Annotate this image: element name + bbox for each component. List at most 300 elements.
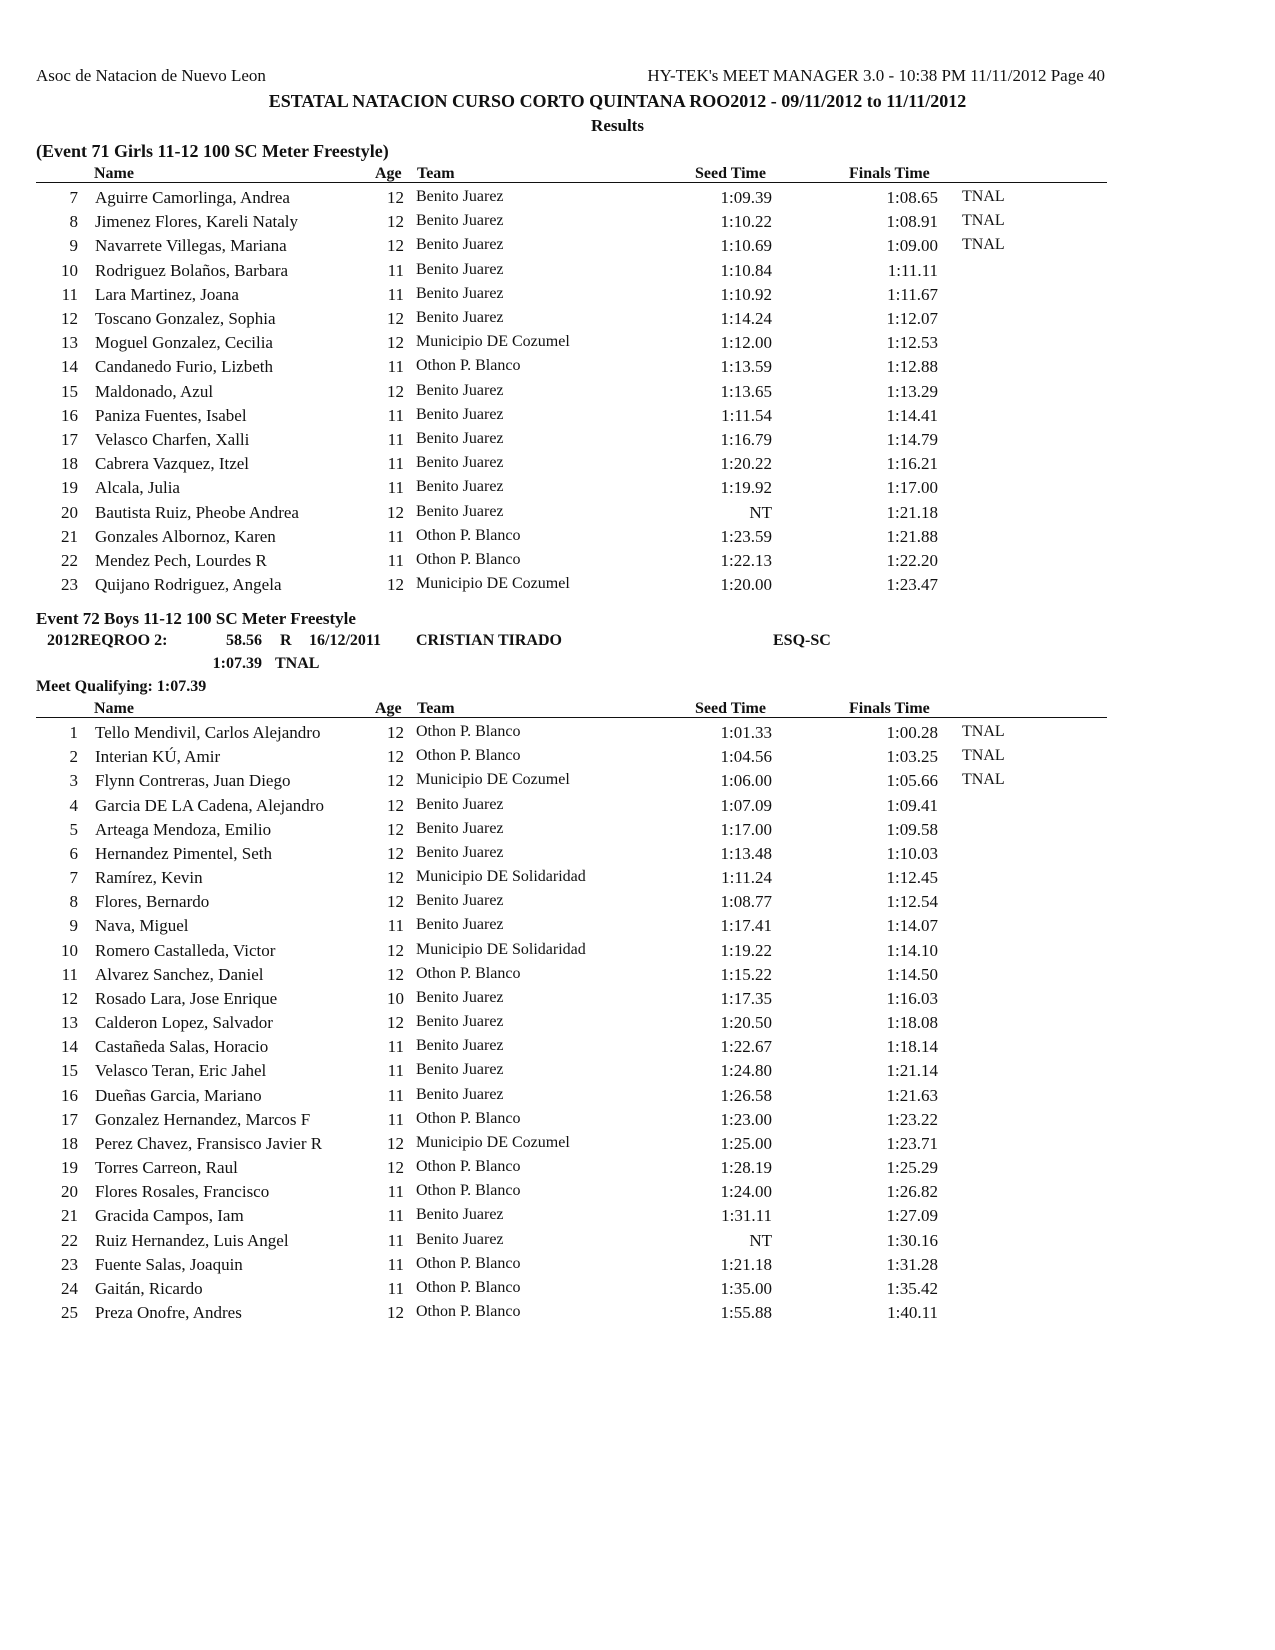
swimmer-name: Quijano Rodriguez, Angela (95, 575, 282, 595)
finals-time: 1:12.45 (886, 868, 938, 888)
record-date: 16/12/2011 (309, 632, 382, 649)
seed-time: 1:22.13 (720, 551, 772, 570)
seed-time: 1:04.56 (720, 747, 772, 767)
team: Benito Juarez (416, 1013, 504, 1031)
swimmer-name: Tello Mendivil, Carlos Alejandro (95, 723, 321, 742)
place: 15 (61, 1061, 78, 1081)
seed-time: 1:24.00 (720, 1182, 772, 1202)
seed-time: NT (749, 1230, 772, 1250)
results-subtitle: Results (591, 116, 644, 135)
age: 11 (387, 1085, 404, 1105)
place: 17 (61, 1109, 78, 1129)
finals-time: 1:21.63 (886, 1085, 938, 1105)
result-row (0, 357, 1275, 381)
age: 12 (387, 723, 404, 742)
col-name-header: Name (94, 165, 134, 182)
finals-time: 1:23.47 (886, 575, 938, 595)
team: Othon P. Blanco (416, 1109, 521, 1127)
age: 12 (387, 843, 404, 863)
record-label: 2012REQROO 2: (47, 632, 168, 649)
seed-time: 1:10.69 (720, 236, 772, 256)
team: Benito Juarez (416, 309, 504, 326)
seed-time: 1:24.80 (720, 1061, 772, 1081)
seed-time: 1:28.19 (720, 1158, 772, 1178)
place: 3 (69, 771, 78, 791)
swimmer-name: Ramírez, Kevin (95, 868, 203, 888)
place: 2 (69, 747, 78, 767)
team: Municipio DE Cozumel (416, 333, 570, 351)
swimmer-name: Bautista Ruiz, Pheobe Andrea (95, 502, 299, 522)
age: 12 (387, 333, 404, 353)
col-team-header: Team (417, 700, 455, 717)
finals-time: 1:11.67 (887, 284, 938, 304)
age: 12 (387, 212, 404, 232)
result-row (0, 406, 1275, 430)
swimmer-name: Rosado Lara, Jose Enrique (95, 988, 278, 1008)
place: 17 (61, 430, 78, 449)
swimmer-name: Castañeda Salas, Horacio (95, 1037, 269, 1057)
seed-time: 1:20.00 (720, 575, 772, 595)
place: 10 (61, 940, 78, 960)
result-row (0, 1303, 1275, 1327)
team: Benito Juarez (416, 260, 504, 278)
seed-time: 1:11.54 (721, 405, 772, 425)
place: 13 (61, 1013, 78, 1033)
seed-time: 1:17.41 (720, 916, 772, 936)
place: 13 (61, 333, 78, 353)
place: 9 (69, 236, 78, 256)
age: 11 (387, 357, 404, 377)
place: 4 (69, 795, 78, 815)
age: 12 (387, 892, 404, 912)
team: Othon P. Blanco (416, 747, 521, 765)
swimmer-name: Mendez Pech, Lourdes R (95, 551, 267, 570)
team: Benito Juarez (416, 1037, 504, 1055)
finals-time: 1:08.65 (886, 188, 938, 207)
team: Benito Juarez (416, 236, 504, 254)
divider (36, 182, 1107, 183)
finals-time: 1:35.42 (886, 1278, 938, 1298)
team: Othon P. Blanco (416, 964, 521, 982)
team: Othon P. Blanco (416, 723, 521, 740)
place: 1 (69, 723, 78, 742)
seed-time: 1:10.84 (720, 260, 772, 280)
place: 22 (61, 551, 78, 570)
result-row (0, 1279, 1275, 1303)
col-age-header: Age (375, 700, 402, 717)
place: 21 (61, 526, 78, 546)
result-row (0, 454, 1275, 478)
age: 11 (387, 1230, 404, 1250)
seed-time: 1:20.50 (720, 1013, 772, 1033)
result-row (0, 212, 1275, 236)
place: 9 (69, 916, 78, 936)
finals-time: 1:14.41 (886, 405, 938, 425)
team: Benito Juarez (416, 1206, 504, 1224)
age: 11 (387, 1037, 404, 1057)
swimmer-name: Garcia DE LA Cadena, Alejandro (95, 795, 324, 815)
result-row (0, 382, 1275, 406)
age: 12 (387, 1013, 404, 1033)
result-row (0, 844, 1275, 868)
seed-time: 1:14.24 (720, 309, 772, 328)
col-seed-header: Seed Time (695, 700, 766, 717)
seed-time: 1:26.58 (720, 1085, 772, 1105)
finals-time: 1:27.09 (886, 1206, 938, 1226)
seed-time: 1:19.92 (720, 478, 772, 498)
qualifier-tag: TNAL (962, 212, 1005, 230)
swimmer-name: Torres Carreon, Raul (95, 1158, 238, 1178)
seed-time: 1:13.48 (720, 843, 772, 863)
finals-time: 1:14.50 (886, 964, 938, 984)
seed-time: NT (749, 502, 772, 522)
record-team: ESQ-SC (773, 632, 831, 649)
result-row (0, 551, 1275, 575)
age: 11 (387, 454, 404, 474)
col-seed-header: Seed Time (695, 165, 766, 182)
team: Benito Juarez (416, 916, 504, 934)
age: 12 (387, 1158, 404, 1178)
seed-time: 1:31.11 (721, 1206, 772, 1226)
swimmer-name: Flynn Contreras, Juan Diego (95, 771, 291, 791)
result-row (0, 503, 1275, 527)
place: 12 (61, 309, 78, 328)
swimmer-name: Velasco Charfen, Xalli (95, 430, 250, 449)
age: 12 (387, 940, 404, 960)
swimmer-name: Gonzalez Hernandez, Marcos F (95, 1109, 311, 1129)
event-72-title: Event 72 Boys 11-12 100 SC Meter Freestyle (36, 609, 356, 628)
result-row (0, 771, 1275, 795)
team: Benito Juarez (416, 892, 504, 910)
place: 7 (69, 188, 78, 207)
team: Othon P. Blanco (416, 1254, 521, 1272)
col-finals-header: Finals Time (849, 165, 930, 182)
seed-time: 1:23.00 (720, 1109, 772, 1129)
seed-time: 1:16.79 (720, 430, 772, 449)
result-row (0, 820, 1275, 844)
age: 11 (387, 1182, 404, 1202)
age: 12 (387, 1133, 404, 1153)
seed-time: 1:13.59 (720, 357, 772, 377)
finals-time: 1:05.66 (886, 771, 938, 791)
place: 18 (61, 454, 78, 474)
result-row (0, 747, 1275, 771)
qualifier-tag: TNAL (962, 747, 1005, 765)
age: 11 (387, 551, 404, 570)
swimmer-name: Fuente Salas, Joaquin (95, 1254, 243, 1274)
finals-time: 1:26.82 (886, 1182, 938, 1202)
seed-time: 1:10.92 (720, 284, 772, 304)
software-info: HY-TEK's MEET MANAGER 3.0 - 10:38 PM 11/11/2012 Page 40 (647, 66, 1105, 85)
finals-time: 1:21.88 (886, 526, 938, 546)
swimmer-name: Hernandez Pimentel, Seth (95, 843, 273, 863)
place: 20 (61, 1182, 78, 1202)
age: 12 (387, 747, 404, 767)
finals-time: 1:23.22 (886, 1109, 938, 1129)
place: 21 (61, 1206, 78, 1226)
organization-name: Asoc de Natacion de Nuevo Leon (36, 66, 266, 85)
swimmer-name: Preza Onofre, Andres (95, 1303, 242, 1323)
age: 12 (387, 309, 404, 328)
result-row (0, 723, 1275, 747)
result-row (0, 941, 1275, 965)
swimmer-name: Gracida Campos, Iam (95, 1206, 244, 1226)
age: 12 (387, 1303, 404, 1323)
finals-time: 1:03.25 (886, 747, 938, 767)
swimmer-name: Navarrete Villegas, Mariana (95, 236, 287, 256)
swimmer-name: Toscano Gonzalez, Sophia (95, 309, 276, 328)
result-row (0, 1206, 1275, 1230)
age: 11 (387, 1061, 404, 1081)
place: 14 (61, 1037, 78, 1057)
team: Benito Juarez (416, 430, 504, 447)
place: 19 (61, 478, 78, 498)
place: 10 (61, 260, 78, 280)
finals-time: 1:12.07 (886, 309, 938, 328)
place: 15 (61, 381, 78, 401)
team: Municipio DE Solidaridad (416, 940, 586, 958)
result-row (0, 965, 1275, 989)
col-team-header: Team (417, 165, 455, 182)
age: 12 (387, 819, 404, 839)
team: Benito Juarez (416, 284, 504, 302)
team: Benito Juarez (416, 502, 504, 520)
age: 11 (387, 526, 404, 546)
result-row (0, 892, 1275, 916)
finals-time: 1:18.14 (886, 1037, 938, 1057)
place: 24 (61, 1278, 78, 1298)
team: Benito Juarez (416, 212, 504, 230)
result-row (0, 1110, 1275, 1134)
result-row (0, 868, 1275, 892)
seed-time: 1:10.22 (720, 212, 772, 232)
age: 11 (387, 1109, 404, 1129)
team: Municipio DE Cozumel (416, 771, 570, 789)
place: 6 (69, 843, 78, 863)
swimmer-name: Gonzales Albornoz, Karen (95, 526, 276, 546)
result-row (0, 575, 1275, 599)
finals-time: 1:09.00 (886, 236, 938, 256)
age: 12 (387, 502, 404, 522)
swimmer-name: Perez Chavez, Fransisco Javier R (95, 1133, 323, 1153)
seed-time: 1:22.67 (720, 1037, 772, 1057)
finals-time: 1:31.28 (886, 1254, 938, 1274)
result-row (0, 527, 1275, 551)
age: 10 (387, 988, 404, 1008)
seed-time: 1:25.00 (720, 1133, 772, 1153)
age: 11 (387, 916, 404, 936)
swimmer-name: Velasco Teran, Eric Jahel (95, 1061, 267, 1081)
event-71-title: (Event 71 Girls 11-12 100 SC Meter Freestyle) (36, 141, 389, 161)
place: 5 (69, 819, 78, 839)
finals-time: 1:09.41 (886, 795, 938, 815)
finals-time: 1:10.03 (886, 843, 938, 863)
finals-time: 1:12.54 (886, 892, 938, 912)
seed-time: 1:35.00 (720, 1278, 772, 1298)
qualifier-tag: TNAL (962, 771, 1005, 789)
finals-time: 1:40.11 (887, 1303, 938, 1323)
result-row (0, 1182, 1275, 1206)
result-row (0, 1013, 1275, 1037)
place: 7 (69, 868, 78, 888)
place: 20 (61, 502, 78, 522)
result-row (0, 1061, 1275, 1085)
finals-time: 1:16.03 (886, 988, 938, 1008)
result-row (0, 285, 1275, 309)
finals-time: 1:14.10 (886, 940, 938, 960)
swimmer-name: Jimenez Flores, Kareli Nataly (95, 212, 298, 232)
team: Benito Juarez (416, 795, 504, 813)
qualifier-tag: TNAL (962, 188, 1005, 205)
finals-time: 1:12.88 (886, 357, 938, 377)
result-row (0, 1086, 1275, 1110)
team: Benito Juarez (416, 1230, 504, 1248)
seed-time: 1:08.77 (720, 892, 772, 912)
age: 12 (387, 795, 404, 815)
team: Benito Juarez (416, 1085, 504, 1103)
team: Benito Juarez (416, 188, 504, 205)
result-row (0, 796, 1275, 820)
swimmer-name: Dueñas Garcia, Mariano (95, 1085, 262, 1105)
age: 11 (387, 1254, 404, 1274)
age: 11 (387, 1206, 404, 1226)
finals-time: 1:13.29 (886, 381, 938, 401)
finals-time: 1:23.71 (886, 1133, 938, 1153)
age: 11 (387, 284, 404, 304)
place: 16 (61, 1085, 78, 1105)
finals-time: 1:30.16 (886, 1230, 938, 1250)
seed-time: 1:06.00 (720, 771, 772, 791)
age: 12 (387, 236, 404, 256)
result-row (0, 1134, 1275, 1158)
result-row (0, 989, 1275, 1013)
swimmer-name: Gaitán, Ricardo (95, 1278, 203, 1298)
place: 11 (61, 284, 78, 304)
result-row (0, 478, 1275, 502)
place: 16 (61, 405, 78, 425)
swimmer-name: Maldonado, Azul (95, 381, 214, 401)
swimmer-name: Alvarez Sanchez, Daniel (95, 964, 264, 984)
team: Benito Juarez (416, 819, 504, 837)
age: 12 (387, 575, 404, 595)
finals-time: 1:08.91 (886, 212, 938, 232)
swimmer-name: Flores, Bernardo (95, 892, 210, 912)
team: Othon P. Blanco (416, 1158, 521, 1176)
team: Othon P. Blanco (416, 357, 521, 375)
finals-time: 1:25.29 (886, 1158, 938, 1178)
team: Othon P. Blanco (416, 1182, 521, 1200)
seed-time: 1:17.00 (720, 819, 772, 839)
place: 11 (61, 964, 78, 984)
team: Benito Juarez (416, 843, 504, 861)
place: 14 (61, 357, 78, 377)
age: 11 (387, 1278, 404, 1298)
result-row (0, 188, 1275, 212)
qualifier-tag: TNAL (962, 236, 1005, 254)
seed-time: 1:07.09 (720, 795, 772, 815)
divider (36, 717, 1107, 718)
meet-title: ESTATAL NATACION CURSO CORTO QUINTANA ROO2012 - 09/11/2012 to 11/11/2012 (268, 91, 967, 111)
result-row (0, 1037, 1275, 1061)
seed-time: 1:17.35 (720, 988, 772, 1008)
swimmer-name: Lara Martinez, Joana (95, 284, 239, 304)
seed-time: 1:09.39 (720, 188, 772, 207)
record-holder: CRISTIAN TIRADO (416, 632, 562, 649)
finals-time: 1:18.08 (886, 1013, 938, 1033)
col-finals-header: Finals Time (849, 700, 930, 717)
finals-time: 1:11.11 (887, 260, 938, 280)
age: 12 (387, 868, 404, 888)
team: Benito Juarez (416, 381, 504, 399)
team: Benito Juarez (416, 454, 504, 472)
swimmer-name: Moguel Gonzalez, Cecilia (95, 333, 273, 353)
seed-time: 1:20.22 (720, 454, 772, 474)
place: 12 (61, 988, 78, 1008)
team: Othon P. Blanco (416, 551, 521, 568)
age: 12 (387, 964, 404, 984)
standard-label: TNAL (275, 655, 320, 672)
seed-time: 1:19.22 (720, 940, 772, 960)
standard-time: 1:07.39 (212, 655, 262, 672)
finals-time: 1:22.20 (886, 551, 938, 570)
age: 12 (387, 771, 404, 791)
swimmer-name: Cabrera Vazquez, Itzel (95, 454, 250, 474)
result-row (0, 236, 1275, 260)
result-row (0, 916, 1275, 940)
seed-time: 1:11.24 (721, 868, 772, 888)
finals-time: 1:21.14 (886, 1061, 938, 1081)
place: 18 (61, 1133, 78, 1153)
swimmer-name: Paniza Fuentes, Isabel (95, 405, 247, 425)
result-row (0, 333, 1275, 357)
seed-time: 1:23.59 (720, 526, 772, 546)
team: Municipio DE Cozumel (416, 1133, 570, 1151)
result-row (0, 309, 1275, 333)
team: Municipio DE Cozumel (416, 575, 570, 593)
finals-time: 1:16.21 (886, 454, 938, 474)
result-row (0, 430, 1275, 454)
finals-time: 1:21.18 (886, 502, 938, 522)
finals-time: 1:14.07 (886, 916, 938, 936)
col-name-header: Name (94, 700, 134, 717)
age: 11 (387, 478, 404, 498)
result-row (0, 1158, 1275, 1182)
finals-time: 1:00.28 (886, 723, 938, 742)
record-flag: R (280, 632, 292, 649)
col-age-header: Age (375, 165, 402, 182)
age: 11 (387, 430, 404, 449)
age: 11 (387, 405, 404, 425)
finals-time: 1:17.00 (886, 478, 938, 498)
qualifier-tag: TNAL (962, 723, 1005, 740)
swimmer-name: Aguirre Camorlinga, Andrea (95, 188, 290, 207)
seed-time: 1:13.65 (720, 381, 772, 401)
team: Benito Juarez (416, 478, 504, 496)
swimmer-name: Alcala, Julia (95, 478, 180, 498)
age: 11 (387, 260, 404, 280)
team: Othon P. Blanco (416, 526, 521, 544)
team: Municipio DE Solidaridad (416, 868, 586, 886)
swimmer-name: Ruiz Hernandez, Luis Angel (95, 1230, 289, 1250)
swimmer-name: Candanedo Furio, Lizbeth (95, 357, 273, 377)
finals-time: 1:12.53 (886, 333, 938, 353)
age: 12 (387, 188, 404, 207)
age: 12 (387, 381, 404, 401)
result-row (0, 1255, 1275, 1279)
place: 22 (61, 1230, 78, 1250)
place: 23 (61, 1254, 78, 1274)
team: Othon P. Blanco (416, 1303, 521, 1321)
